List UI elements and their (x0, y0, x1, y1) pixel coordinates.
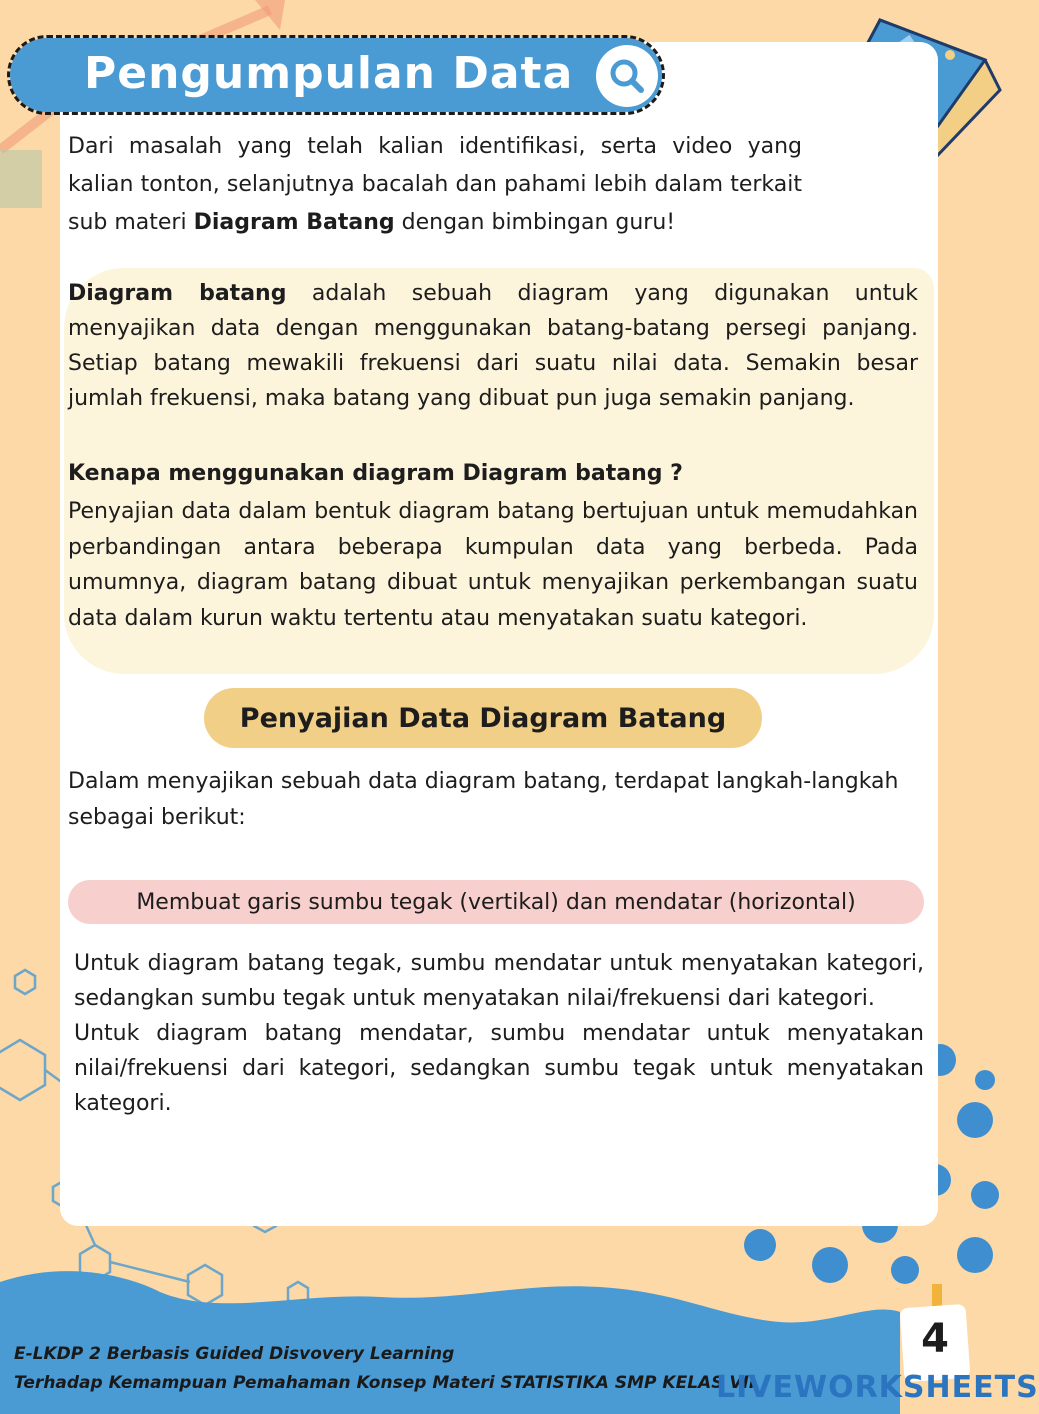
definition-text: adalah sebuah diagram yang digunakan untuk menyajikan data dengan menggunakan batang-batang persegi panjang. Setiap batang mewakili frekuensi dari suatu nilai data. Semakin besar jumlah frekuensi, maka batang yang dibuat pun juga semakin panjang. (68, 281, 919, 411)
search-icon (596, 45, 658, 107)
footer-line-1: E-LKDP 2 Berbasis Guided Disvovery Learning (14, 1344, 455, 1364)
definition-paragraph (68, 276, 918, 416)
definition-term: Diagram batang (68, 281, 287, 306)
steps-intro: Dalam menyajikan sebuah data diagram batang, terdapat langkah-langkah sebagai berikut: (68, 769, 899, 830)
intro-bold-term: Diagram Batang (193, 210, 395, 235)
why-answer: Penyajian data dalam bentuk diagram batang bertujuan untuk memudahkan perbandingan antara beberapa kumpulan data yang berbeda. Pada umumnya, diagram batang dibuat untuk menyajikan perkembangan suatu data dalam kurun waktu tertentu atau menyatakan suatu kategori. (68, 499, 918, 631)
page-title: Pengumpulan Data (84, 48, 574, 99)
footer-line-2: Terhadap Kemampuan Pemahaman Konsep Materi STATISTIKA SMP KELAS VII (14, 1373, 756, 1393)
section-title: Penyajian Data Diagram Batang (204, 688, 762, 748)
step-body (74, 946, 924, 1121)
page-number: 4 (921, 1316, 949, 1362)
intro-text-after: dengan bimbingan guru! (394, 210, 676, 235)
why-question: Kenapa menggunakan diagram Diagram batang ? (68, 461, 683, 486)
step-paragraph-1: Untuk diagram batang tegak, sumbu mendatar untuk menyatakan kategori, sedangkan sumbu tegak untuk menyatakan nilai/frekuensi dari kategori. (74, 951, 924, 1011)
footer-caption (14, 1340, 814, 1398)
step-title: Membuat garis sumbu tegak (vertikal) dan mendatar (horizontal) (68, 880, 924, 924)
search-badge (596, 45, 658, 107)
liveworksheets-watermark[interactable]: LIVEWORKSHEETS (716, 1370, 1039, 1405)
step-paragraph-2: Untuk diagram batang mendatar, sumbu mendatar untuk menyatakan nilai/frekuensi dari kategori, sedangkan sumbu tegak untuk menyatakan kategori. (74, 1021, 924, 1116)
intro-text-before: Dari masalah yang telah kalian identifikasi, serta video yang kalian tonton, selanjutnya bacalah dan pahami lebih dalam terkait sub materi (68, 134, 802, 235)
intro-paragraph (68, 128, 802, 242)
